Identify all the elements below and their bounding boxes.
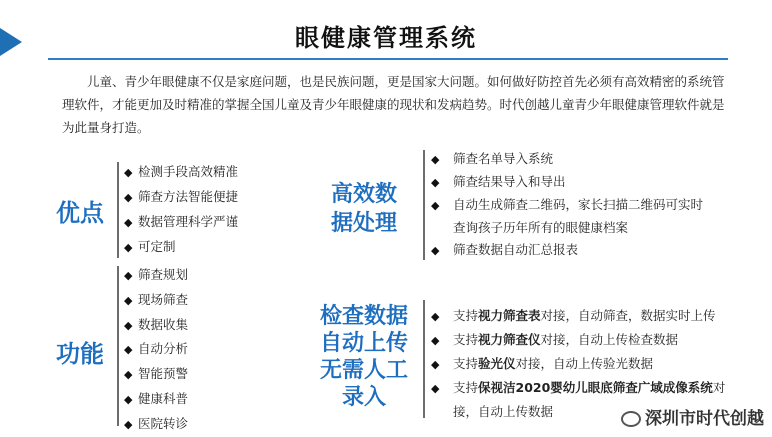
intro-text: 儿童、青少年眼健康不仅是家庭问题，也是民族问题，更是国家大问题。如何做好防控首先必须有高效精密的系统管理软件，才能更加及时精准的掌握全国儿童及青少年眼健康的现状和发病趋势。时代创越儿童青少年眼健康管理软件就是为此量身打造。 (62, 74, 725, 135)
auto-upload-label: 检查数据 自动上传 无需人工 录入 (319, 303, 408, 410)
advantages-list (124, 160, 238, 260)
diamond-bullet-icon: ◆ (124, 392, 133, 406)
list-item: ◆ 筛查规划 (124, 263, 188, 288)
list-item: ◆ 筛查数据自动汇总报表 (431, 239, 703, 262)
list-item: ◆ 筛查结果导入和导出 (431, 171, 703, 194)
diamond-bullet-icon: ◆ (431, 244, 440, 257)
wechat-icon (621, 411, 641, 427)
list-item: ◆ 健康科普 (124, 387, 188, 412)
diamond-bullet-icon: ◆ (431, 153, 440, 166)
list-item: ◆ 支持视力筛查表对接，自动筛查，数据实时上传 (431, 304, 725, 328)
intro-paragraph (62, 70, 730, 139)
diamond-bullet-icon: ◆ (124, 191, 133, 204)
functions-label: 功能 (56, 339, 104, 368)
diamond-bullet-icon: ◆ (431, 199, 440, 212)
list-item-continuation: 接，自动上传数据 (453, 404, 554, 419)
list-item: ◆ 智能预警 (124, 362, 188, 387)
brand-watermark: 深圳市时代创越 (621, 404, 764, 429)
list-item: ◆ 自动分析 (124, 337, 188, 362)
diamond-bullet-icon: ◆ (431, 310, 440, 323)
list-item: ◆ 现场筛查 (124, 288, 188, 313)
list-item: ◆ 数据收集 (124, 313, 188, 338)
title-divider (48, 58, 728, 60)
data-processing-label: 高效数 据处理 (330, 181, 397, 236)
diamond-bullet-icon: ◆ (431, 382, 440, 395)
diamond-bullet-icon: ◆ (124, 368, 133, 382)
list-item: ◆ 数据管理科学严谨 (124, 210, 238, 235)
list-item-continuation: 查询孩子历年所有的眼健康档案 (453, 220, 629, 235)
diamond-bullet-icon: ◆ (124, 269, 133, 282)
list-item: ◆ 支持验光仪对接，自动上传验光数据 (431, 352, 725, 376)
page-title: 眼健康管理系统 (295, 23, 477, 52)
list-item: ◆ 支持保视洁2020婴幼儿眼底筛查广域成像系统对 (431, 376, 725, 400)
list-item: ◆ 检测手段高效精准 (124, 160, 238, 185)
diamond-bullet-icon: ◆ (124, 241, 133, 254)
list-item: ◆ 筛查方法智能便捷 (124, 185, 238, 210)
list-item: ◆ 自动生成筛查二维码，家长扫描二维码可实时 (431, 194, 703, 217)
list-item: ◆ 医院转诊 (124, 412, 188, 437)
list-item: ◆ 可定制 (124, 235, 238, 260)
diamond-bullet-icon: ◆ (124, 216, 133, 229)
data-processing-bracket (423, 150, 425, 260)
diamond-bullet-icon: ◆ (431, 358, 440, 371)
diamond-bullet-icon: ◆ (124, 343, 133, 357)
diamond-bullet-icon: ◆ (124, 293, 133, 307)
list-item: ◆ 筛查名单导入系统 (431, 148, 703, 171)
auto-upload-bracket (423, 300, 425, 418)
diamond-bullet-icon: ◆ (431, 334, 440, 347)
functions-bracket (117, 266, 119, 426)
diamond-bullet-icon: ◆ (431, 176, 440, 189)
list-item: ◆ 支持视力筛查仪对接，自动上传检查数据 (431, 328, 725, 352)
functions-list (124, 263, 188, 437)
diamond-bullet-icon: ◆ (124, 318, 133, 332)
advantages-bracket (117, 162, 119, 258)
data-processing-list (431, 148, 703, 262)
diamond-bullet-icon: ◆ (124, 417, 133, 431)
diamond-bullet-icon: ◆ (124, 166, 133, 179)
advantages-label: 优点 (56, 198, 104, 227)
